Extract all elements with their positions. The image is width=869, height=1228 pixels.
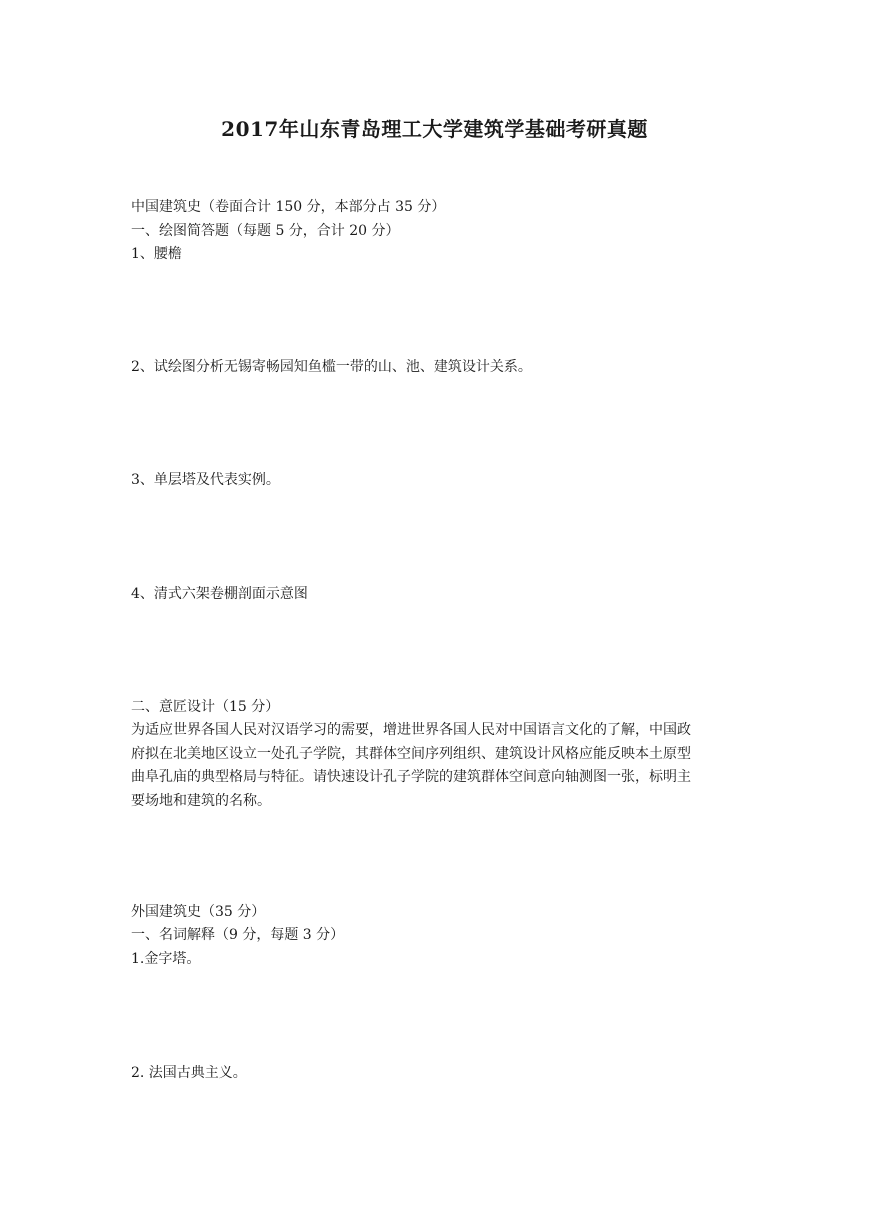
part2-question-1: 1.金字塔。 (131, 951, 201, 967)
part1-section2-heading: 二、意匠设计（15 分） (131, 699, 280, 715)
part1-heading: 中国建筑史（卷面合计 150 分，本部分占 35 分） (131, 199, 446, 215)
body-line: 要场地和建筑的名称。 (131, 792, 271, 809)
part2-heading: 外国建筑史（35 分） (131, 904, 266, 920)
body-line: 为适应世界各国人民对汉语学习的需要，增进世界各国人民对中国语言文化的了解，中国政 (131, 722, 691, 738)
part1-section2-body (131, 719, 741, 813)
part1-question-4: 4、清式六架卷棚剖面示意图 (131, 586, 308, 602)
body-line: 曲阜孔庙的典型格局与特征。请快速设计孔子学院的建筑群体空间意向轴测图一张，标明主 (131, 769, 691, 785)
body-line: 府拟在北美地区设立一处孔子学院，其群体空间序列组织、建筑设计风格应能反映本土原型 (131, 745, 691, 762)
part1-question-3: 3、单层塔及代表实例。 (131, 472, 280, 488)
part1-question-2: 2、试绘图分析无锡寄畅园知鱼槛一带的山、池、建筑设计关系。 (131, 359, 532, 375)
document-title: 2017年山东青岛理工大学建筑学基础考研真题 (221, 117, 648, 141)
part1-question-1: 1、腰檐 (131, 246, 182, 262)
part2-section1-heading: 一、名词解释（9 分，每题 3 分） (131, 927, 345, 943)
part2-question-2: 2. 法国古典主义。 (131, 1065, 247, 1081)
part1-section1-heading: 一、绘图简答题（每题 5 分，合计 20 分） (131, 223, 400, 239)
